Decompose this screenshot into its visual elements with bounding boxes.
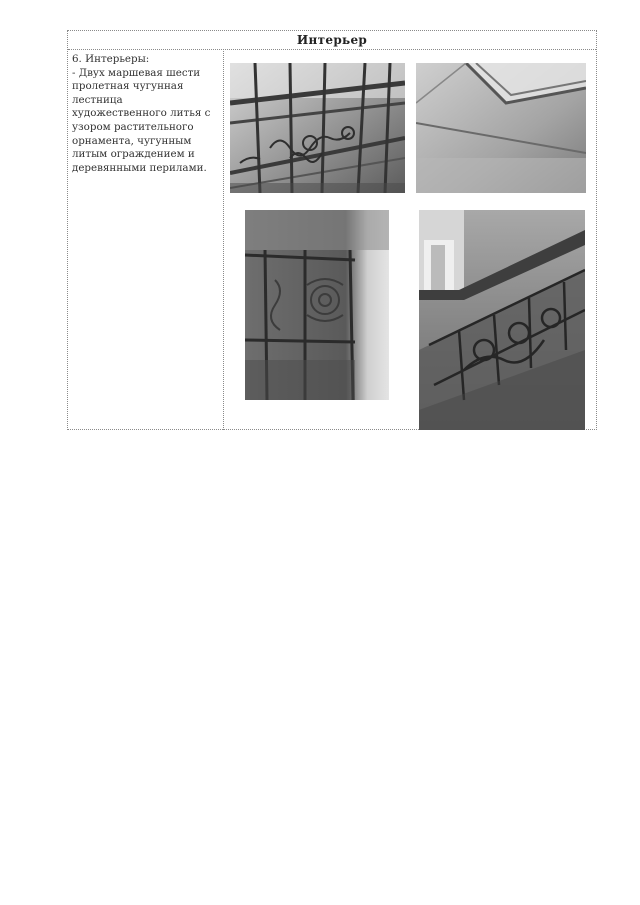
description-line: орнамента, чугунным: [72, 134, 192, 147]
description-line: пролетная чугунная: [72, 80, 184, 93]
description-line: узором растительного: [72, 120, 194, 133]
stair-flight-photo: [419, 210, 585, 430]
description-line: художественного литья с: [72, 107, 211, 120]
description-line: литым ограждением и: [72, 148, 195, 161]
table-title: Интерьер: [68, 31, 596, 50]
window-corner-photo: [416, 63, 586, 193]
description-line: - Двух маршевая шести: [72, 66, 201, 79]
cast-iron-panel-photo: [245, 210, 389, 400]
column-divider: [223, 49, 224, 430]
description-line: лестница: [72, 93, 123, 106]
staircase-railing-photo: [230, 63, 405, 193]
description-cell: [72, 53, 220, 175]
description-line: 6. Интерьеры:: [72, 53, 150, 65]
description-line: деревянными перилами.: [72, 161, 207, 174]
